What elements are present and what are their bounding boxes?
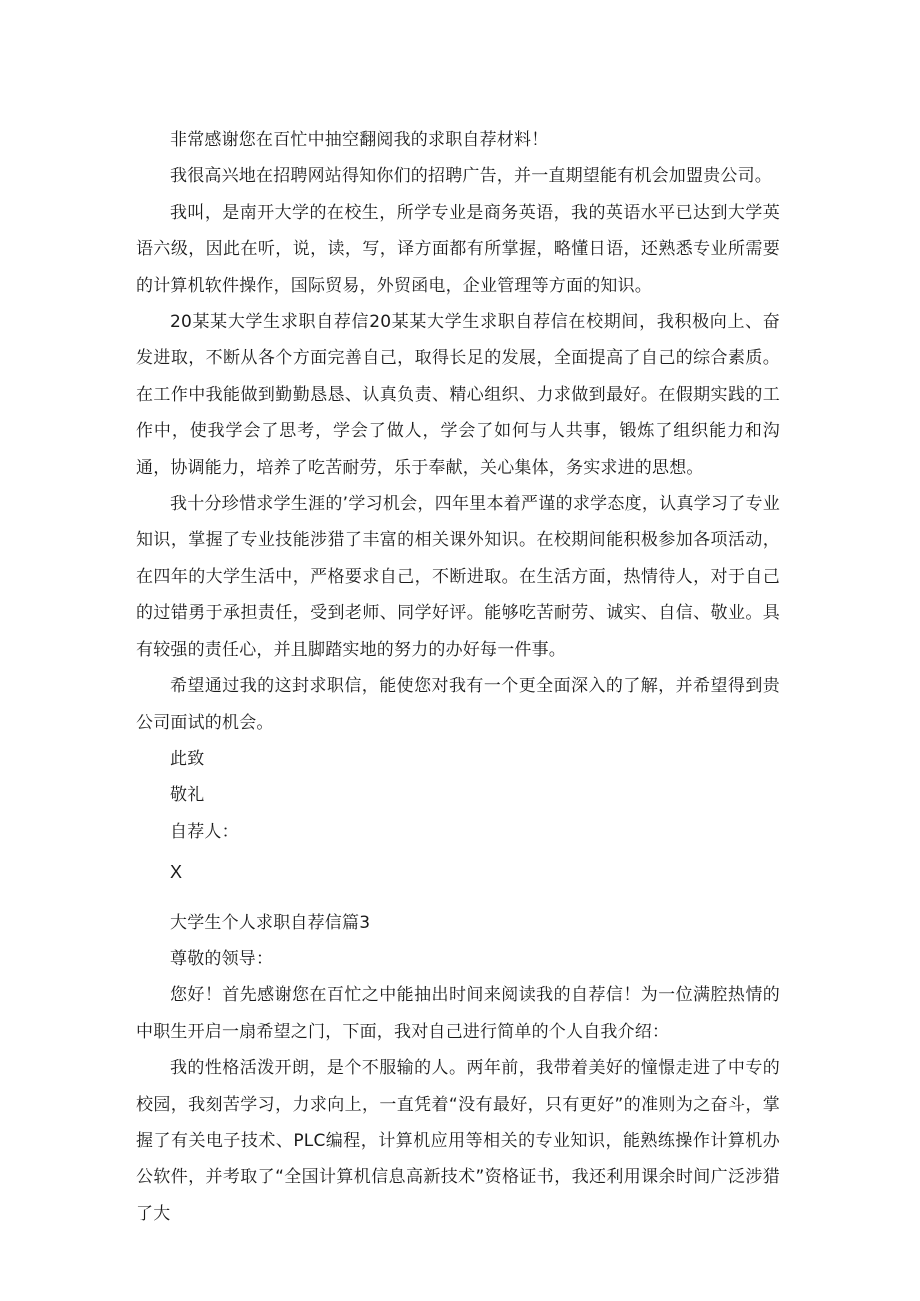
paragraph-hope: 希望通过我的这封求职信，能使您对我有一个更全面深入的了解，并希望得到贵公司面试的机会。: [136, 676, 780, 733]
closing-regards: 敬礼: [170, 785, 205, 806]
paragraph-self-intro: 我叫，是南开大学的在校生，所学专业是商务英语，我的英语水平已达到大学英语六级，因此在听，说，读，写，译方面都有所掌握，略懂日语，还熟悉专业所需要的计算机软件操作，国际贸易，外贸函电，企业管理等方面的知识。: [136, 202, 780, 296]
paragraph-thanks: 非常感谢您在百忙中抽空翻阅我的求职自荐材料！: [170, 130, 549, 150]
next-letter-greeting: 尊敬的领导：: [170, 948, 274, 969]
paragraph-school-performance: 20某某大学生求职自荐信20某某大学生求职自荐信在校期间，我积极向上、奋发进取，不断从各个方面完善自己，取得长足的发展，全面提高了自己的综合素质。在工作中我能做到勤勤恳恳、认真负责、精心组织、力求做到最好。在假期实践的工作中，使我学会了思考，学会了做人，学会了如何与人共事，锻炼了组织能力和沟通，协调能力，培养了吃苦耐劳，乐于奉献，关心集体，务实求进的思想。: [136, 312, 780, 478]
closing-salute: 此致: [170, 748, 205, 769]
paragraph-study: 我十分珍惜求学生涯的’学习机会，四年里本着严谨的求学态度，认真学习了专业知识，掌握了专业技能涉猎了丰富的相关课外知识。在校期间能积极参加各项活动，在四年的大学生活中，严格要求自己，不断进取。在生活方面，热情待人，对于自己的过错勇于承担责任，受到老师、同学好评。能够吃苦耐劳、诚实、自信、敬业。具有较强的责任心，并且脚踏实地的努力的办好每一件事。: [136, 494, 780, 660]
next-letter-title: 大学生个人求职自荐信篇3: [170, 912, 371, 933]
next-letter-paragraph-1: 您好！首先感谢您在百忙之中能抽出时间来阅读我的自荐信！为一位满腔热情的中职生开启一扇希望之门，下面，我对自己进行简单的个人自我介绍：: [136, 985, 780, 1042]
paragraph-intro: 我很高兴地在招聘网站得知你们的招聘广告，并一直期望能有机会加盟贵公司。: [170, 166, 772, 187]
letter-body: [136, 122, 780, 1232]
signer-name: X: [170, 862, 183, 883]
signer-label: 自荐人：: [170, 821, 239, 842]
next-letter-paragraph-2: 我的性格活泼开朗，是个不服输的人。两年前，我带着美好的憧憬走进了中专的校园，我刻苦学习，力求向上，一直凭着“没有最好，只有更好”的准则为之奋斗，掌握了有关电子技术、PLC编程，计算机应用等相关的专业知识，能熟练操作计算机办公软件，并考取了“全国计算机信息高新技术”资格证书，我还利用课余时间广泛涉猎了大: [136, 1058, 780, 1224]
